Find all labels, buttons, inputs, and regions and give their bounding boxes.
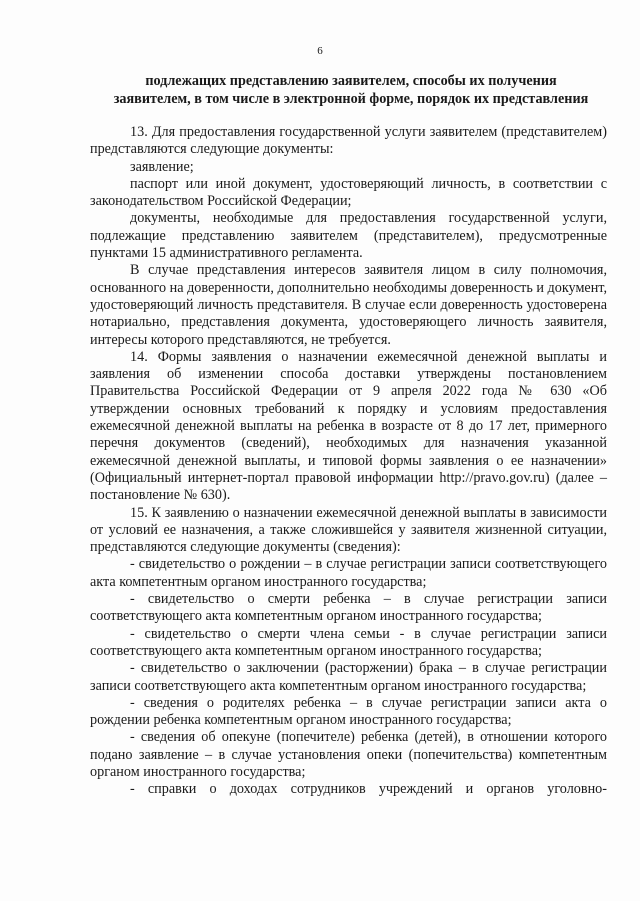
heading-line-1: подлежащих представлению заявителем, способы их получения xyxy=(145,73,557,89)
document-body xyxy=(90,124,607,799)
paragraph-representation: В случае представления интересов заявителя лицом в силу полномочия, основанного на доверенности, дополнительно необходимы доверенность и документ, удостоверяющий личность представителя. В случае если доверенность удостоверена нотариально, представления документа, удостоверяющего личность заявителя, интересы которого представляются, не требуется. xyxy=(90,262,607,348)
list-item-guardian-info: - сведения об опекуне (попечителе) ребенка (детей), в отношении которого подано заявление – в случае установления опеки (попечительства) компетентным органом иностранного государства; xyxy=(90,729,607,780)
list-item-birth-certificate: - свидетельство о рождении – в случае регистрации записи соответствующего акта компетентным органом иностранного государства; xyxy=(90,556,607,590)
list-item-parents-info: - сведения о родителях ребенка – в случае регистрации записи акта о рождении ребенка компетентным органом иностранного государства; xyxy=(90,694,607,729)
list-item-family-death-certificate: - свидетельство о смерти члена семьи - в случае регистрации записи соответствующего акта компетентным органом иностранного государства; xyxy=(90,625,607,659)
paragraph-14: 14. Формы заявления о назначении ежемесячной денежной выплаты и заявления об изменении способа доставки утверждены постановлением Правительства Российской Федерации от 9 апреля 2022 года № 630 «Об утверждении основных требований к порядку и условиям предоставления ежемесячной денежной выплаты на ребенка в возрасте от 8 до 17 лет, примерного перечня документов (сведений), необходимых для назначения указанной ежемесячной денежной выплаты, и типовой формы заявления о ее назначении» (Официальный интернет-портал правовой информации http://pravo.gov.ru) (далее – постановление № 630). xyxy=(90,348,607,504)
list-item-application: заявление; xyxy=(130,158,194,175)
list-item-marriage-certificate: - свидетельство о заключении (расторжении) брака – в случае регистрации записи соответствующего акта компетентным органом иностранного государства; xyxy=(90,660,607,694)
list-item-passport: паспорт или иной документ, удостоверяющий личность, в соответствии с законодательством Российской Федерации; xyxy=(90,175,607,210)
page-number: 6 xyxy=(317,45,323,57)
list-item-child-death-certificate: - свидетельство о смерти ребенка – в случае регистрации записи соответствующего акта компетентным органом иностранного государства; xyxy=(90,591,607,625)
list-item-documents: документы, необходимые для предоставления государственной услуги, подлежащие представлению заявителем (представителем), предусмотренные пунктами 15 административного регламента. xyxy=(90,210,607,262)
paragraph-13: 13. Для предоставления государственной услуги заявителем (представителем) представляются следующие документы: xyxy=(90,124,607,158)
list-item-income-certificates: - справки о доходах сотрудников учреждений и органов уголовно- xyxy=(130,781,607,798)
section-heading xyxy=(90,72,612,108)
heading-line-2: заявителем, в том числе в электронной форме, порядок их представления xyxy=(113,91,589,107)
paragraph-15: 15. К заявлению о назначении ежемесячной денежной выплаты в зависимости от условий ее назначения, а также сложившейся у заявителя жизненной ситуации, представляются следующие документы (сведения): xyxy=(90,504,607,556)
